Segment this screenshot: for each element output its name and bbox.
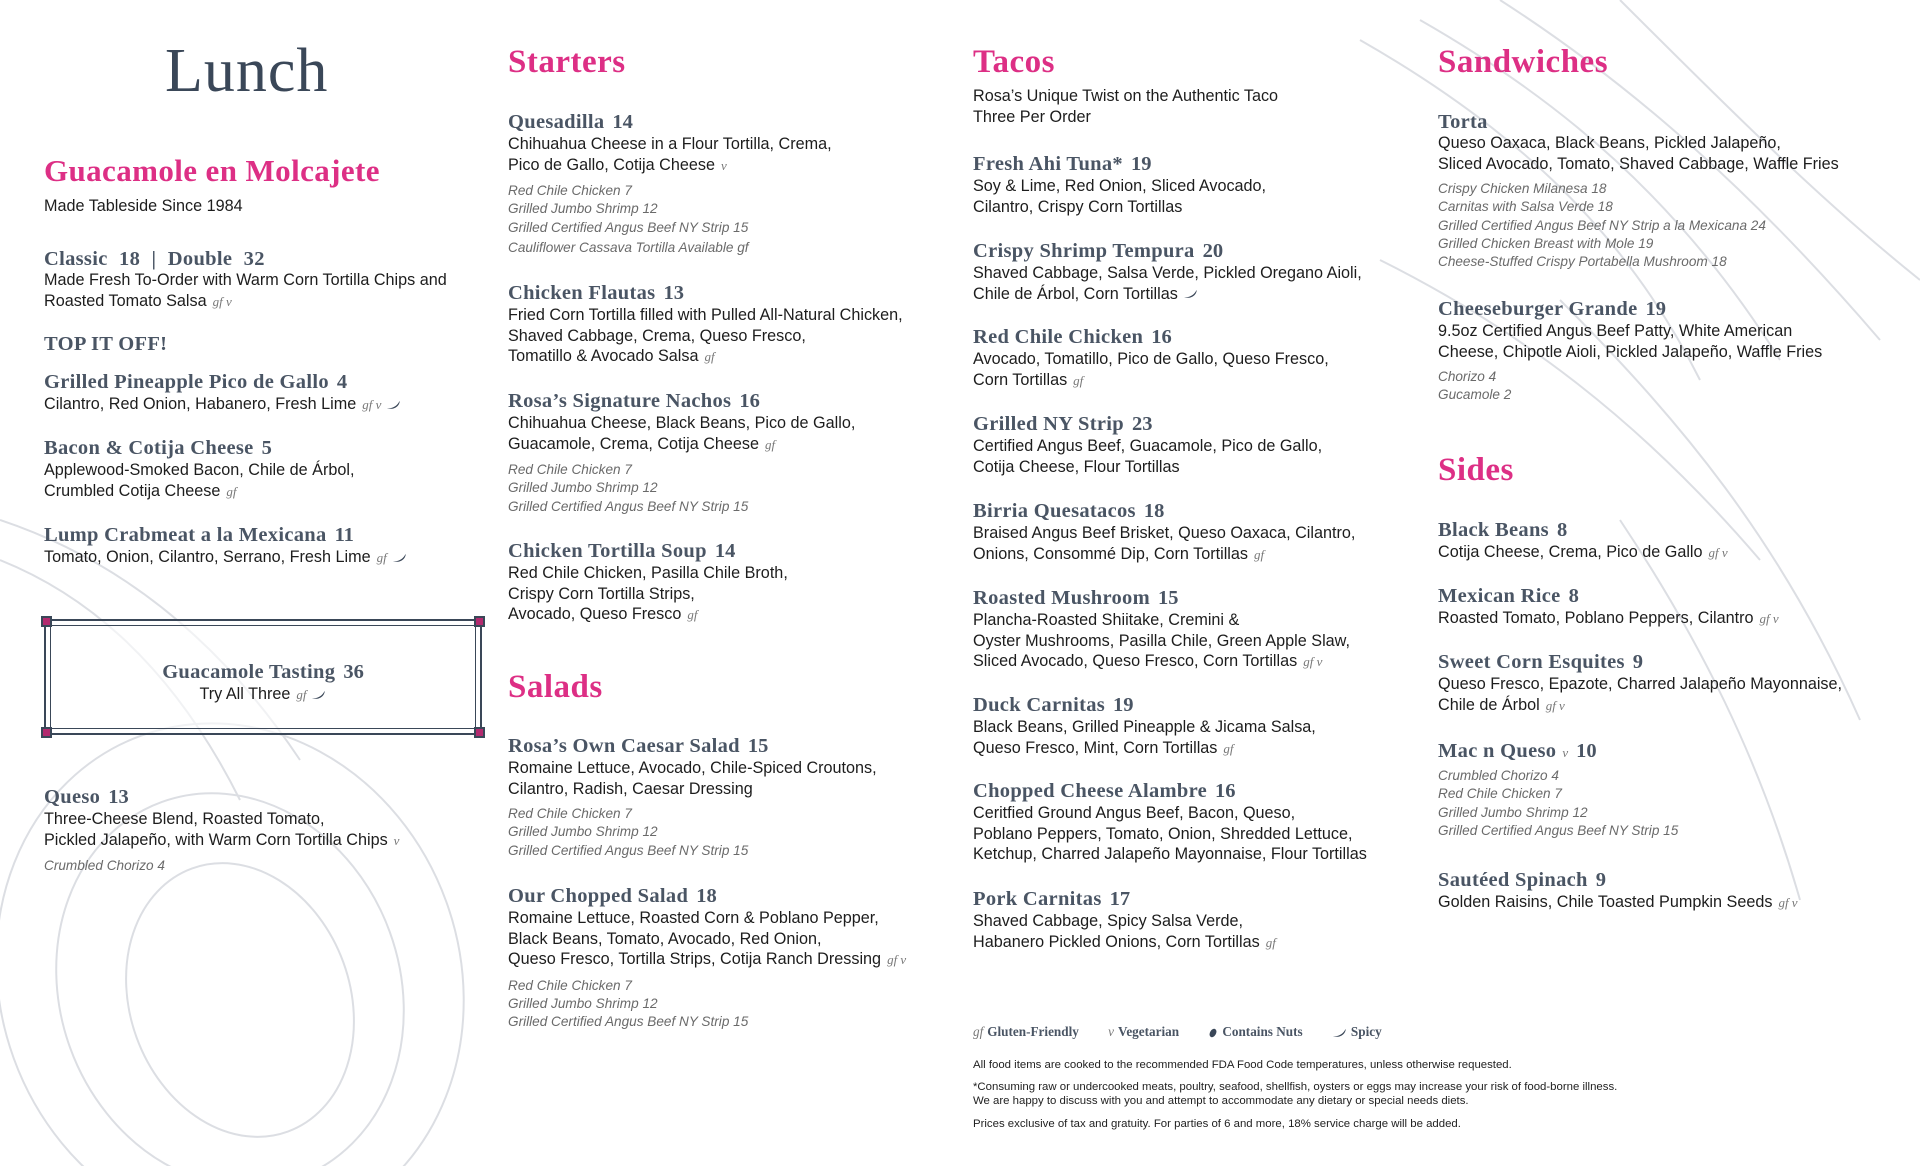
menu-item [44, 524, 484, 569]
item-desc: Avocado, Queso Fresco [508, 605, 682, 623]
menu-item [44, 437, 484, 502]
item-desc: Black Beans, Tomato, Avocado, Red Onion, [508, 929, 822, 948]
item-name: Crispy Shrimp Tempura [973, 240, 1195, 262]
item-name: Chopped Cheese Alambre [973, 780, 1208, 802]
item-name: Sweet Corn Esquites [1438, 651, 1625, 673]
item-price: 18 [1143, 500, 1165, 522]
dietary-tags: gf v [1778, 895, 1798, 910]
item-desc: Oyster Mushrooms, Pasilla Chile, Green Apple Slaw, [973, 631, 1350, 650]
item-desc: Sliced Avocado, Tomato, Shaved Cabbage, Waffle Fries [1438, 154, 1839, 173]
tacos-intro-line: Rosa’s Unique Twist on the Authentic Taco [973, 87, 1279, 105]
nut-icon [1208, 1028, 1218, 1038]
dietary-tags: gf v [887, 952, 907, 967]
menu-item [508, 282, 958, 368]
tasting-name: Guacamole Tasting [162, 661, 336, 683]
item-desc: Romaine Lettuce, Avocado, Chile-Spiced Croutons, [508, 759, 877, 777]
menu-item [1438, 298, 1898, 405]
item-addon: Red Chile Chicken 7 [508, 806, 632, 821]
corner-ornament [41, 616, 52, 627]
item-desc: Chihuahua Cheese, Black Beans, Pico de Gallo, [508, 414, 856, 432]
item-desc: Habanero Pickled Onions, Corn Tortillas [973, 932, 1260, 951]
menu-item [973, 888, 1413, 953]
item-addon: Grilled Jumbo Shrimp 12 [508, 995, 658, 1011]
item-addon: Crumbled Chorizo 4 [44, 858, 165, 873]
menu-item [508, 885, 958, 1031]
item-price: 16 [739, 390, 760, 412]
item-addon: Grilled Certified Angus Beef NY Strip 15 [1438, 822, 1679, 838]
sides-title: Sides [1438, 452, 1514, 488]
item-desc: Applewood-Smoked Bacon, Chile de Árbol, [44, 461, 355, 479]
item-price: 8 [1568, 585, 1579, 607]
guacamole-sizes-label: Classic 18 | Double 32 [44, 248, 265, 270]
menu-item [1438, 111, 1898, 271]
item-name: Our Chopped Salad [508, 885, 689, 907]
item-name: Quesadilla [508, 111, 605, 133]
guacamole-tasting-box [44, 619, 482, 735]
item-desc: Cotija Cheese, Crema, Pico de Gallo [1438, 543, 1703, 561]
dietary-tags: gf [687, 607, 698, 622]
guacamole-desc-1: Made Fresh To-Order with Warm Corn Tortilla Chips and [44, 271, 447, 289]
menu-item [973, 587, 1413, 673]
item-addon: Grilled Chicken Breast with Mole 19 [1438, 235, 1654, 251]
dietary-tags: v [1562, 745, 1569, 760]
starters-title: Starters [508, 44, 626, 80]
tacos-intro-line: Three Per Order [973, 107, 1091, 126]
item-addon: Crumbled Chorizo 4 [1438, 768, 1559, 783]
item-price: 5 [261, 437, 272, 459]
menu-item [973, 240, 1413, 304]
item-desc: Soy & Lime, Red Onion, Sliced Avocado, [973, 177, 1267, 195]
item-desc: Queso Fresco, Tortilla Strips, Cotija Ranch Dressing [508, 950, 882, 968]
item-desc: Black Beans, Grilled Pineapple & Jicama Salsa, [973, 718, 1316, 736]
dietary-tags: gf [1265, 934, 1276, 950]
legend-label: Spicy [1350, 1024, 1382, 1039]
item-addon: Carnitas with Salsa Verde 18 [1438, 199, 1613, 215]
item-name: Chicken Tortilla Soup [508, 540, 707, 562]
item-price: 14 [612, 111, 633, 133]
item-price: 11 [334, 524, 354, 546]
dietary-tags: gf [1223, 740, 1234, 756]
top-it-off-heading: TOP IT OFF! [44, 333, 168, 355]
item-desc: Certified Angus Beef, Guacamole, Pico de Gallo, [973, 437, 1323, 455]
item-addon: Crispy Chicken Milanesa 18 [1438, 181, 1607, 196]
item-addon: Red Chile Chicken 7 [508, 977, 632, 993]
item-price: 23 [1131, 413, 1153, 435]
corner-ornament [474, 616, 485, 627]
item-name: Rosa’s Signature Nachos [508, 390, 732, 412]
item-desc: Queso Fresco, Mint, Corn Tortillas [973, 738, 1218, 757]
item-addon: Grilled Certified Angus Beef NY Strip 15 [508, 498, 749, 514]
item-desc: Corn Tortillas [973, 370, 1068, 389]
item-name: Pork Carnitas [973, 888, 1102, 910]
item-addon: Red Chile Chicken 7 [508, 462, 632, 477]
dietary-tags: gf [1073, 372, 1084, 388]
dietary-tags: gf [765, 436, 776, 452]
corner-ornament [474, 727, 485, 738]
menu-item [44, 371, 484, 416]
item-desc: Chile de Árbol, Corn Tortillas [973, 284, 1178, 303]
spicy-icon [386, 400, 401, 410]
item-price: 19 [1130, 153, 1152, 175]
item-name: Roasted Mushroom [973, 587, 1150, 609]
item-addon: Cheese-Stuffed Crispy Portabella Mushroom 18 [1438, 254, 1727, 270]
dietary-tags: gf [376, 550, 387, 565]
tacos-intro [973, 86, 1413, 127]
footer-dietary-note: We are happy to discuss with you and attempt to accommodate any dietary or special needs diets. [973, 1095, 1469, 1107]
item-price: 14 [714, 540, 736, 562]
tasting-price: 36 [343, 661, 364, 683]
dietary-tags: gf [704, 349, 715, 364]
menu-item [508, 540, 958, 626]
dietary-tags: gf v [1759, 611, 1779, 626]
legend-gluten-friendly [973, 1024, 1079, 1039]
item-desc: Shaved Cabbage, Salsa Verde, Pickled Oregano Aioli, [973, 264, 1362, 282]
item-desc: Tomato, Onion, Cilantro, Serrano, Fresh Lime [44, 548, 371, 566]
spicy-icon [1183, 289, 1198, 299]
item-name: Red Chile Chicken [973, 326, 1144, 348]
menu-item [508, 390, 958, 516]
item-price: 19 [1113, 694, 1134, 716]
item-desc: Braised Angus Beef Brisket, Queso Oaxaca, Cilantro, [973, 524, 1356, 542]
item-name: Queso [44, 786, 101, 808]
gf-symbol: gf [973, 1024, 984, 1039]
item-desc: Queso Fresco, Epazote, Charred Jalapeño Mayonnaise, [1438, 675, 1843, 693]
menu-item [973, 780, 1413, 865]
item-price: 13 [108, 786, 129, 808]
column-guacamole [44, 0, 484, 1166]
item-addon: Grilled Jumbo Shrimp 12 [1438, 804, 1588, 820]
dietary-tags: gf [296, 687, 307, 702]
tasting-desc: Try All Three [199, 685, 291, 703]
item-addon: Red Chile Chicken 7 [508, 183, 632, 198]
item-name: Mexican Rice [1438, 585, 1561, 607]
tacos-title: Tacos [973, 44, 1055, 80]
dietary-tags: gf [1254, 546, 1265, 562]
item-desc: Tomatillo & Avocado Salsa [508, 347, 699, 365]
item-desc: 9.5oz Certified Angus Beef Patty, White American [1438, 322, 1793, 340]
item-name: Cheeseburger Grande [1438, 298, 1638, 320]
menu-item [1438, 651, 1898, 716]
item-desc: Pickled Jalapeño, with Warm Corn Tortilla Chips [44, 830, 388, 849]
item-desc: Shaved Cabbage, Crema, Queso Fresco, [508, 326, 806, 345]
dietary-tags: gf v [1303, 654, 1323, 669]
item-addon: Grilled Jumbo Shrimp 12 [508, 201, 658, 217]
menu-item [973, 326, 1413, 391]
item-name: Sautéed Spinach [1438, 869, 1588, 891]
item-desc: Roasted Tomato, Poblano Peppers, Cilantro [1438, 609, 1754, 627]
item-price: 16 [1215, 780, 1236, 802]
item-name: Grilled Pineapple Pico de Gallo [44, 371, 329, 393]
spicy-icon [1332, 1028, 1347, 1038]
item-price: 13 [663, 282, 684, 304]
guacamole-sizes [44, 248, 484, 312]
item-name: Rosa’s Own Caesar Salad [508, 735, 740, 757]
item-addon: Grilled Certified Angus Beef NY Strip 15 [508, 219, 749, 235]
page-title: Lunch [165, 37, 329, 105]
item-desc: Cilantro, Radish, Caesar Dressing [508, 779, 753, 798]
item-name: Torta [1438, 111, 1488, 133]
item-addon: Grilled Certified Angus Beef NY Strip a la Mexicana 24 [1438, 217, 1766, 233]
dietary-tags: gf v [362, 397, 382, 412]
menu-item [1438, 869, 1898, 914]
spicy-icon [311, 690, 326, 700]
item-name: Grilled NY Strip [973, 413, 1124, 435]
spicy-icon [392, 553, 407, 563]
menu-item [508, 735, 958, 860]
item-desc: Red Chile Chicken, Pasilla Chile Broth, [508, 564, 788, 582]
item-price: 20 [1202, 240, 1224, 262]
item-desc: Plancha-Roasted Shiitake, Cremini & [973, 611, 1240, 629]
item-desc: Ceritfied Ground Angus Beef, Bacon, Queso, [973, 804, 1296, 822]
dietary-tags: gf [226, 483, 237, 499]
item-price: 8 [1556, 519, 1568, 541]
item-desc: Crispy Corn Tortilla Strips, [508, 584, 695, 603]
v-symbol: v [1108, 1024, 1115, 1039]
column-tacos [973, 0, 1413, 1166]
guacamole-tagline: Made Tableside Since 1984 [44, 197, 243, 215]
item-price: 4 [336, 371, 348, 393]
item-name: Bacon & Cotija Cheese [44, 437, 254, 459]
menu-item [973, 694, 1413, 759]
item-addon: Chorizo 4 [1438, 369, 1497, 384]
item-addon: Grilled Certified Angus Beef NY Strip 15 [508, 1014, 749, 1030]
dietary-tags: gf v [1708, 545, 1728, 560]
footer-pricing-note: Prices exclusive of tax and gratuity. For parties of 6 and more, 18% service charge will be added. [973, 1118, 1461, 1130]
item-price: 16 [1151, 326, 1172, 348]
item-desc: Pico de Gallo, Cotija Cheese [508, 155, 715, 174]
item-name: Mac n Queso [1438, 740, 1557, 762]
column-sandwiches-sides [1438, 0, 1898, 1000]
footer-raw-food-warning: *Consuming raw or undercooked meats, poultry, seafood, shellfish, oysters or eggs may increase your risk of food-borne illness. [973, 1081, 1618, 1093]
legend-label: Contains Nuts [1222, 1024, 1303, 1039]
dietary-tags: gf v [212, 293, 232, 309]
dietary-tags: gf v [1545, 697, 1565, 713]
legend-spicy [1332, 1024, 1382, 1039]
menu-item [1438, 740, 1898, 840]
dietary-legend [973, 1024, 1408, 1040]
item-desc: Fried Corn Tortilla filled with Pulled All-Natural Chicken, [508, 306, 903, 324]
item-price: 19 [1645, 298, 1666, 320]
menu-item [1438, 585, 1898, 630]
menu-item [973, 500, 1413, 565]
item-addon: Cauliflower Cassava Tortilla Available gf [508, 239, 749, 255]
menu-item [508, 111, 958, 257]
item-desc: Romaine Lettuce, Roasted Corn & Poblano Pepper, [508, 909, 879, 927]
item-addon: Red Chile Chicken 7 [1438, 786, 1562, 802]
item-desc: Avocado, Tomatillo, Pico de Gallo, Queso Fresco, [973, 350, 1329, 368]
item-price: 15 [1157, 587, 1179, 609]
item-desc: Poblano Peppers, Tomato, Onion, Shredded Lettuce, [973, 824, 1353, 843]
corner-ornament [41, 727, 52, 738]
item-desc: Cilantro, Crispy Corn Tortillas [973, 197, 1183, 216]
legend-vegetarian [1108, 1024, 1179, 1039]
menu-item-queso [44, 786, 484, 875]
item-addon: Grilled Jumbo Shrimp 12 [508, 480, 658, 496]
item-desc: Ketchup, Charred Jalapeño Mayonnaise, Flour Tortillas [973, 845, 1367, 863]
footer-temperature-note: All food items are cooked to the recommended FDA Food Code temperatures, unless otherwise requested. [973, 1059, 1512, 1071]
sandwiches-title: Sandwiches [1438, 44, 1609, 80]
item-addon: Gucamole 2 [1438, 387, 1512, 403]
salads-title: Salads [508, 669, 603, 705]
item-price: 10 [1576, 740, 1597, 762]
item-name: Fresh Ahi Tuna* [973, 153, 1123, 175]
item-desc: Cotija Cheese, Flour Tortillas [973, 457, 1180, 476]
item-name: Black Beans [1438, 519, 1549, 541]
item-price: 9 [1595, 869, 1607, 891]
item-desc: Chihuahua Cheese in a Flour Tortilla, Crema, [508, 135, 832, 153]
menu-item [1438, 519, 1898, 564]
item-desc: Cilantro, Red Onion, Habanero, Fresh Lime [44, 395, 357, 413]
guacamole-title: Guacamole en Molcajete [44, 153, 380, 188]
item-desc: Crumbled Cotija Cheese [44, 481, 221, 500]
item-desc: Guacamole, Crema, Cotija Cheese [508, 434, 760, 453]
dietary-tags: v [393, 832, 400, 848]
item-price: 9 [1632, 651, 1644, 673]
item-desc: Queso Oaxaca, Black Beans, Pickled Jalapeño, [1438, 134, 1781, 152]
item-desc: Sliced Avocado, Queso Fresco, Corn Tortillas [973, 652, 1298, 670]
item-desc: Onions, Consommé Dip, Corn Tortillas [973, 544, 1248, 563]
item-price: 18 [696, 885, 717, 907]
guacamole-desc-2-row [44, 291, 484, 313]
item-addon: Grilled Certified Angus Beef NY Strip 15 [508, 842, 749, 858]
menu-item [973, 153, 1413, 217]
item-desc: Three-Cheese Blend, Roasted Tomato, [44, 810, 325, 828]
item-name: Chicken Flautas [508, 282, 656, 304]
item-price: 17 [1109, 888, 1131, 910]
dietary-tags: v [720, 157, 727, 173]
item-desc: Chile de Árbol [1438, 695, 1540, 714]
legend-label: Vegetarian [1118, 1024, 1180, 1039]
legend-contains-nuts [1208, 1024, 1302, 1039]
column-starters-salads [508, 0, 958, 1166]
item-desc: Golden Raisins, Chile Toasted Pumpkin Seeds [1438, 893, 1773, 911]
legend-label: Gluten-Friendly [987, 1024, 1079, 1039]
item-name: Lump Crabmeat a la Mexicana [44, 524, 327, 546]
guacamole-desc-2: Roasted Tomato Salsa [44, 291, 207, 310]
item-name: Duck Carnitas [973, 694, 1106, 716]
item-desc: Cheese, Chipotle Aioli, Pickled Jalapeño, Waffle Fries [1438, 342, 1823, 361]
menu-item [973, 413, 1413, 477]
item-name: Birria Quesatacos [973, 500, 1136, 522]
item-price: 15 [747, 735, 769, 757]
item-addon: Grilled Jumbo Shrimp 12 [508, 824, 658, 840]
item-desc: Shaved Cabbage, Spicy Salsa Verde, [973, 912, 1243, 930]
